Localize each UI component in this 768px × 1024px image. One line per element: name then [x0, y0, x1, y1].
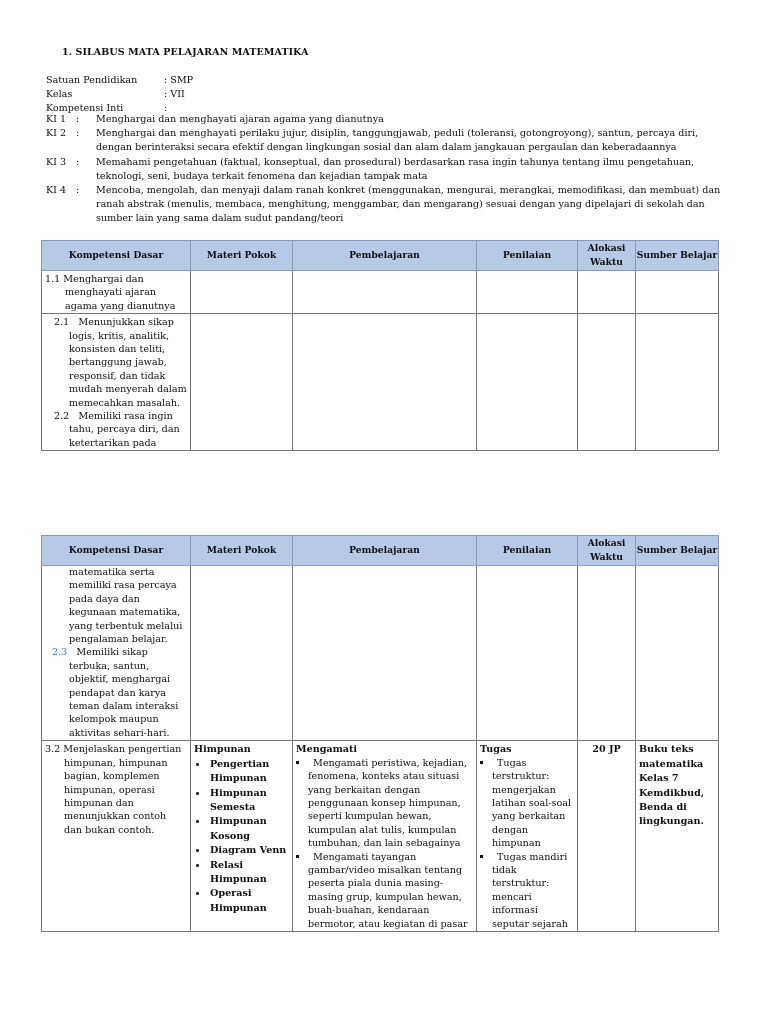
empty-cell [293, 271, 477, 314]
meta-key: Kompetensi Inti [46, 103, 124, 115]
table-row [42, 741, 719, 932]
materi-item: • Operasi Himpunan [208, 887, 289, 916]
header-sumber-belajar: Sumber Belajar [636, 241, 719, 271]
penilaian-cell [477, 741, 578, 932]
empty-cell [636, 271, 719, 314]
square-bullet-icon [296, 761, 299, 764]
ki-colon: : [76, 114, 80, 125]
empty-cell [636, 314, 719, 451]
ki-text: Menghargai dan menghayati ajaran agama yang dianutnya [96, 114, 384, 125]
header-alokasi-waktu: Alokasi Waktu [578, 241, 636, 271]
kd-cell [42, 741, 191, 932]
kd-2-3: 2.3 Memiliki sikap terbuka, santun, objektif, menghargai pendapat dan karya teman dalam interaksi kelompok maupun aktivitas sehari-hari. [52, 647, 179, 739]
table-row [42, 566, 719, 741]
ki-label: KI 1 [46, 114, 67, 125]
header-pembelajaran: Pembelajaran [293, 536, 477, 566]
table-row [42, 271, 719, 314]
empty-cell [191, 314, 293, 451]
kd-1-1: 1.1 Menghargai dan [45, 274, 144, 285]
penilaian-title: Tugas [480, 744, 512, 756]
meta-value: : VII [164, 89, 185, 101]
ki-colon: : [76, 185, 80, 197]
penilaian-item: Tugas mandiri tidak terstruktur: mencari informasi seputar sejarah [480, 851, 574, 931]
table-row [42, 314, 719, 451]
ki-item [46, 156, 726, 184]
alokasi-cell [578, 741, 636, 932]
meta-key: Kelas [46, 89, 73, 101]
materi-item: • Relasi Himpunan [208, 859, 289, 888]
empty-cell [191, 271, 293, 314]
header-penilaian: Penilaian [477, 536, 578, 566]
materi-item: • Himpunan Semesta [208, 787, 289, 816]
ki-label: KI 2 [46, 128, 67, 140]
square-bullet-icon [480, 761, 483, 764]
ki-item [46, 127, 726, 155]
header-penilaian: Penilaian [477, 241, 578, 271]
materi-title: Himpunan [194, 744, 251, 756]
kd-cell [42, 271, 191, 314]
empty-cell [191, 566, 293, 741]
kd-1-1-cont: menghayati ajaran agama yang dianutnya [65, 287, 176, 312]
table-header-row [42, 241, 719, 271]
header-kompetensi-dasar: Kompetensi Dasar [42, 241, 191, 271]
empty-cell [477, 314, 578, 451]
ki-colon: : [76, 128, 80, 140]
kd-3-2-cont: himpunan, himpunan bagian, komplemen himpunan, operasi himpunan dan menunjukkan contoh dan bukan contoh. [64, 757, 168, 836]
pembelajaran-item: Mengamati tayangan gambar/video misalkan tentang peserta piala dunia masing-masing grup, kumpulan hewan, buah-buahan, kendaraan bermotor, atau kegiatan di pasar [296, 851, 473, 931]
materi-item: • Diagram Venn [208, 844, 289, 858]
empty-cell [293, 566, 477, 741]
materi-item: • Pengertian Himpunan [208, 758, 289, 787]
empty-cell [578, 314, 636, 451]
materi-list [194, 758, 289, 916]
empty-cell [477, 566, 578, 741]
header-materi-pokok: Materi Pokok [191, 536, 293, 566]
ki-colon: : [76, 156, 80, 168]
empty-cell [578, 271, 636, 314]
empty-cell [578, 566, 636, 741]
kd-2-2: 2.2 Memiliki rasa ingin tahu, percaya diri, dan ketertarikan pada [54, 411, 180, 449]
meta-value: : SMP [164, 75, 194, 86]
ki-label: KI 4 [46, 185, 67, 197]
kd-3-2: 3.2 Menjelaskan pengertian [45, 744, 182, 756]
pembelajaran-item: Mengamati peristiwa, kejadian, fenomena, konteks atau situasi yang berkaitan dengan penggunaan konsep himpunan, seperti kumpulan hewan, kumpulan alat tulis, kumpulan tumbuhan, dan lain sebagainya [296, 757, 473, 851]
kd-number: 2.3 [52, 647, 68, 659]
document-title: 1. SILABUS MATA PELAJARAN MATEMATIKA [62, 47, 309, 58]
header-materi-pokok: Materi Pokok [191, 241, 293, 271]
syllabus-table-1 [41, 240, 719, 451]
empty-cell [636, 566, 719, 741]
header-alokasi-waktu: Alokasi Waktu [578, 536, 636, 566]
pembelajaran-cell [293, 741, 477, 932]
sumber-value: Buku teks matematika Kelas 7 Kemdikbud, Benda di lingkungan. [639, 744, 705, 828]
header-pembelajaran: Pembelajaran [293, 241, 477, 271]
kompetensi-inti-list [46, 113, 726, 227]
pembelajaran-title: Mengamati [296, 744, 358, 756]
sumber-cell [636, 741, 719, 932]
ki-item [46, 184, 726, 227]
empty-cell [293, 314, 477, 451]
kd-cell [42, 566, 191, 741]
meta-key: Satuan Pendidikan [46, 75, 138, 86]
syllabus-table-2 [41, 535, 719, 932]
kd-number: 2.2 [54, 411, 70, 423]
ki-label: KI 3 [46, 156, 67, 168]
kd-2-1: 2.1 Menunjukkan sikap logis, kritis, analitik, konsisten dan teliti, bertanggung jawab, responsif, dan tidak mudah menyerah dalam memecahkan masalah. [54, 317, 187, 409]
table-header-row [42, 536, 719, 566]
alokasi-value: 20 JP [592, 744, 621, 756]
ki-text: Menghargai dan menghayati perilaku jujur, disiplin, tanggungjawab, peduli (toleransi, gotongroyong), santun, percaya diri, dengan berinteraksi secara efektif dengan lingkungan sosial dan alam dalam jangkauan pergaulan dan keberadaannya [96, 128, 699, 154]
empty-cell [477, 271, 578, 314]
meta-value: : [164, 103, 168, 115]
materi-cell [191, 741, 293, 932]
square-bullet-icon [480, 855, 483, 858]
ki-text: Mencoba, mengolah, dan menyaji dalam ranah konkret (menggunakan, mengurai, merangkai, memodifikasi, dan membuat) dan ranah abstrak (menulis, membaca, menghitung, menggambar, dan mengarang) sesuai dengan yang dipelajari di sekolah dan sumber lain yang sama dalam sudut pandang/teori [96, 185, 721, 225]
kd-2-2-cont: matematika serta memiliki rasa percaya pada daya dan kegunaan matematika, yang terbentuk melalui pengalaman belajar. [69, 567, 183, 646]
ki-item [46, 113, 726, 127]
header-sumber-belajar: Sumber Belajar [636, 536, 719, 566]
kd-cell [42, 314, 191, 451]
ki-text: Memahami pengetahuan (faktual, konseptual, dan prosedural) berdasarkan rasa ingin tahunya tentang ilmu pengetahuan, teknologi, seni, budaya terkait fenomena dan kejadian tampak mata [96, 156, 695, 182]
kd-number: 2.1 [54, 317, 70, 329]
header-kompetensi-dasar: Kompetensi Dasar [42, 536, 191, 566]
penilaian-item: Tugas terstruktur: mengerjakan latihan soal-soal yang berkaitan dengan himpunan [480, 757, 574, 851]
square-bullet-icon [296, 855, 299, 858]
materi-item: • Himpunan Kosong [208, 815, 289, 844]
